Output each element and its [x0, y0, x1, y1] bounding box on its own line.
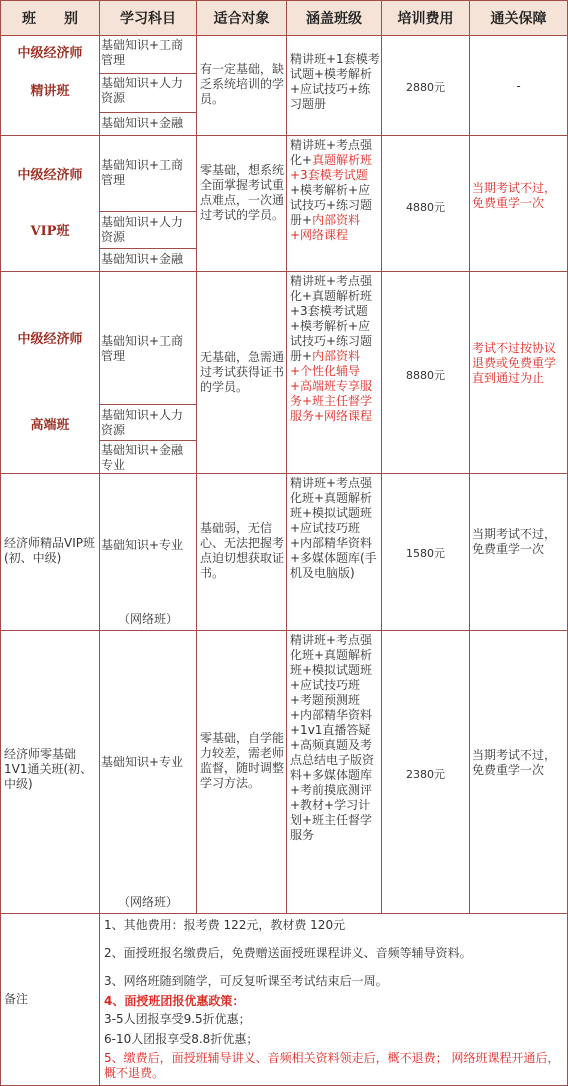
row3-content	[286, 271, 382, 474]
header-fee: 培训费用	[381, 0, 470, 36]
row1-fee: 2880元	[381, 35, 470, 136]
row5-network-note: （网络班）	[117, 895, 178, 909]
row2-subject-3: 基础知识+金融	[99, 248, 197, 272]
content-segment: 精讲班+1套模考试题+模考解析+应试技巧+练习题册	[290, 52, 380, 111]
row4-content	[286, 473, 382, 631]
row4-fee: 1580元	[381, 473, 470, 631]
row2-guarantee: 当期考试不过，免费重学一次	[469, 135, 568, 272]
remarks-content-cell	[99, 913, 568, 1086]
row3-class-cell	[0, 271, 100, 474]
row2-class-line1: 中级经济师	[17, 168, 83, 183]
row5-subject: 基础知识+专业 （网络班）	[99, 630, 197, 914]
row1-subject-1: 基础知识+工商管理	[99, 35, 197, 74]
row5-audience: 零基础，自学能力较差，需老师监督，随时调整学习方法。	[196, 630, 287, 914]
content-segment: 精讲班+考点强化+真题解析班+3套模考试题+模考解析+应试技巧+练习题册+	[290, 274, 373, 363]
header-audience: 适合对象	[196, 0, 287, 36]
row2-fee: 4880元	[381, 135, 470, 272]
row3-subject-2: 基础知识+人力资源	[99, 404, 197, 441]
remark-line-7: 5、缴费后，面授班辅导讲义、音频相关资料领走后，概不退费； 网络班课程开通后，概不退费。	[104, 1051, 560, 1080]
row1-class-line1: 中级经济师	[17, 46, 83, 61]
row5-class-cell: 经济师零基础1V1通关班(初、中级)	[0, 630, 100, 914]
row2-class-cell	[0, 135, 100, 272]
header-guarantee: 通关保障	[469, 0, 568, 36]
row1-content	[286, 35, 382, 136]
remark-line-1: 1、其他费用：报考费 122元，教材费 120元	[104, 918, 346, 932]
row5-fee: 2380元	[381, 630, 470, 914]
content-segment: 内部资料+网络课程	[290, 213, 361, 242]
row3-subject-3: 基础知识+金融专业	[99, 440, 197, 474]
remarks-label-cell	[0, 913, 100, 1086]
remark-line-6: 6-10人团报享受8.8折优惠；	[104, 1032, 259, 1046]
row1-class-cell	[0, 35, 100, 136]
row2-class-line2: VIP班	[30, 224, 70, 239]
content-segment: 精讲班+考点强化+	[290, 138, 373, 167]
remarks-label: 备注	[4, 992, 29, 1006]
header-content: 涵盖班级	[286, 0, 382, 36]
row4-guarantee: 当期考试不过，免费重学一次	[469, 473, 568, 631]
row4-class-cell: 经济师精品VIP班(初、中级)	[0, 473, 100, 631]
row2-subject-1: 基础知识+工商管理	[99, 135, 197, 212]
row3-guarantee: 考试不过按协议退费或免费重学直到通过为止	[469, 271, 568, 474]
content-segment: 内部资料+个性化辅导+高端班专享服务+班主任督学服务+网络课程	[290, 349, 373, 423]
row1-audience: 有一定基础，缺乏系统培训的学员。	[196, 35, 287, 136]
row1-subject-3: 基础知识+金融	[99, 112, 197, 136]
row5-content	[286, 630, 382, 914]
header-class: 班 别	[0, 0, 100, 36]
row4-network-note: （网络班）	[117, 612, 178, 626]
row2-audience: 零基础，想系统全面掌握考试重点难点，一次通过考试的学员。	[196, 135, 287, 272]
row1-class-line2: 精讲班	[30, 84, 70, 99]
remark-line-3: 3、网络班随到随学，可反复听课至考试结束后一周。	[104, 974, 388, 988]
row1-subject-2: 基础知识+人力资源	[99, 73, 197, 113]
remark-line-4: 4、面授班团报优惠政策：	[104, 994, 245, 1008]
row3-fee: 8880元	[381, 271, 470, 474]
row3-class-line1: 中级经济师	[17, 332, 83, 347]
content-segment: 精讲班+考点强化班+真题解析班+模拟试题班+应试技巧班+内部精华资料+多媒体题库(手机及电脑版)	[290, 476, 377, 580]
row3-audience: 无基础，急需通过考试获得证书的学员。	[196, 271, 287, 474]
header-subject: 学习科目	[99, 0, 197, 36]
row4-audience: 基础弱，无信心、无法把握考点迫切想获取证书。	[196, 473, 287, 631]
row3-class-line2: 高端班	[30, 418, 70, 433]
content-segment: 精讲班+考点强化班+真题解析班+模拟试题班+应试技巧班+考题预测班+内部精华资料+1v1直播答疑+高频真题及考点总结电子版资料+多媒体题库+考前摸底测评+教材+学习计划+班主任督学服务	[290, 633, 375, 842]
row5-guarantee: 当期考试不过，免费重学一次	[469, 630, 568, 914]
row2-subject-2: 基础知识+人力资源	[99, 211, 197, 249]
row1-guarantee: -	[469, 35, 568, 136]
remark-line-2: 2、面授班报名缴费后，免费赠送面授班课程讲义、音频等辅导资料。	[104, 946, 472, 960]
content-segment: +模考解析+应试技巧+练习题册+	[290, 183, 373, 227]
content-segment: 真题解析班+3套模考试题	[290, 153, 373, 182]
remark-line-5: 3-5人团报享受9.5折优惠；	[104, 1012, 251, 1026]
row2-content	[286, 135, 382, 272]
row3-subject-1: 基础知识+工商管理	[99, 271, 197, 405]
row4-subject: 基础知识+专业 （网络班）	[99, 473, 197, 631]
